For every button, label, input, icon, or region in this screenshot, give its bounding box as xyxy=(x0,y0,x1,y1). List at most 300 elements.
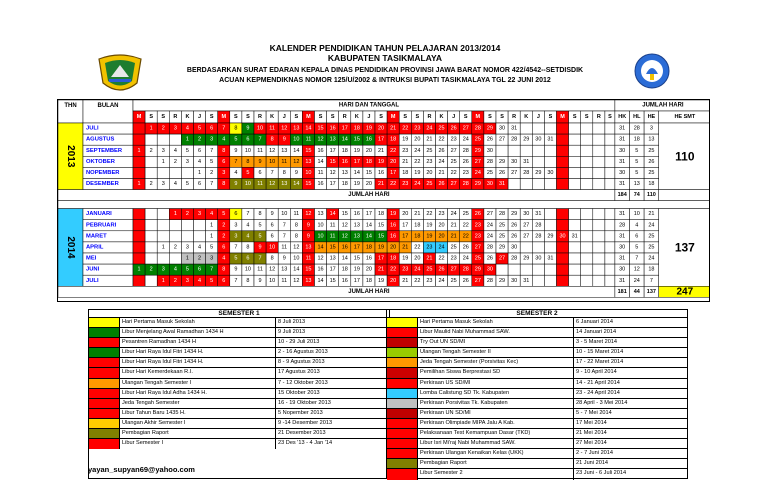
day-number: 16 xyxy=(390,222,397,229)
legend-row xyxy=(387,459,687,469)
day-cell xyxy=(133,123,145,134)
count-value: 5 xyxy=(635,244,639,251)
legend-swatch xyxy=(387,469,418,479)
day-cell xyxy=(145,231,157,242)
day-number: 8 xyxy=(234,125,238,132)
day-number: 9 xyxy=(258,158,262,165)
legend-title: SEMESTER 1 xyxy=(89,310,389,318)
total-value: 110 xyxy=(646,192,656,199)
count-value: 30 xyxy=(619,169,626,176)
month-name: APRIL xyxy=(86,244,104,251)
day-number: 29 xyxy=(498,158,506,165)
day-number: 17 xyxy=(353,277,360,284)
day-cell xyxy=(194,231,206,242)
day-number: 10 xyxy=(269,158,276,165)
hari-tanggal-label: HARI DAN TANGGAL xyxy=(338,102,400,109)
legend-date: 5 Nopember 2013 xyxy=(278,409,323,416)
day-number: 18 xyxy=(414,233,421,240)
day-number: 16 xyxy=(365,136,373,143)
day-number: 13 xyxy=(281,181,288,188)
day-number: 17 xyxy=(402,233,409,240)
day-number: 17 xyxy=(329,181,336,188)
day-number: 4 xyxy=(222,255,226,262)
legend-swatch xyxy=(89,399,120,408)
day-cell xyxy=(169,134,181,145)
day-cell xyxy=(133,242,145,253)
day-letter: S xyxy=(572,114,577,120)
day-number: 16 xyxy=(341,244,348,251)
day-number: 2 xyxy=(173,158,177,165)
day-letter: R xyxy=(173,114,178,120)
day-number: 5 xyxy=(258,233,262,240)
legend-description: Libur Menjelang Awal Ramadhan 1434 H xyxy=(120,328,276,337)
day-cell xyxy=(181,220,193,231)
day-cell xyxy=(569,242,581,253)
day-cell xyxy=(581,275,593,286)
day-number: 15 xyxy=(329,158,336,165)
s-col-cell xyxy=(605,264,615,275)
legend-date: 17 Mei 2014 xyxy=(576,419,607,426)
legend-date: 17 - 22 Maret 2014 xyxy=(576,359,624,366)
day-number: 30 xyxy=(511,277,518,284)
day-cell xyxy=(157,220,169,231)
day-number: 17 xyxy=(329,266,336,273)
day-number: 16 xyxy=(377,169,385,176)
legend-description: Libur Hari Raya Idul Fitri 1434 H. xyxy=(120,348,276,357)
legend-description: Ulangan Tengah Semester I xyxy=(120,379,276,388)
day-cell xyxy=(544,145,556,156)
day-number: 17 xyxy=(353,158,360,165)
legend-semester-2 xyxy=(386,309,688,479)
day-number: 28 xyxy=(474,125,481,132)
day-number: 1 xyxy=(149,125,153,132)
day-number: 15 xyxy=(317,125,324,132)
day-number: 12 xyxy=(269,147,276,154)
day-cell xyxy=(157,231,169,242)
s-col-cell xyxy=(605,145,615,156)
count-value: 5 xyxy=(635,158,639,165)
day-number: 12 xyxy=(317,136,324,143)
day-cell xyxy=(593,253,605,264)
day-number: 5 xyxy=(210,158,214,165)
day-number: 2 xyxy=(149,147,153,154)
legend-swatch xyxy=(387,429,418,438)
day-number: 9 xyxy=(234,181,238,188)
legend-description: Perkiraan US SD/MI xyxy=(418,379,574,388)
day-number: 26 xyxy=(438,147,445,154)
day-number: 9 xyxy=(270,211,274,218)
day-number: 22 xyxy=(462,233,469,240)
day-number: 31 xyxy=(523,158,530,165)
day-number: 27 xyxy=(486,211,494,218)
total-value: 181 xyxy=(617,288,627,295)
day-number: 27 xyxy=(474,244,481,251)
day-number: 7 xyxy=(222,125,226,132)
day-number: 22 xyxy=(426,211,433,218)
day-number: 22 xyxy=(414,158,421,165)
legend-row xyxy=(387,449,687,459)
day-cell xyxy=(569,220,581,231)
day-cell xyxy=(557,156,569,167)
day-cell xyxy=(569,275,581,286)
day-number: 6 xyxy=(222,244,226,251)
day-cell xyxy=(569,209,581,220)
day-number: 15 xyxy=(329,277,336,284)
day-letter: J xyxy=(536,114,540,120)
day-cell xyxy=(145,275,157,286)
legend-swatch xyxy=(387,358,418,367)
legend-date: 23 Juni - 6 Juli 2014 xyxy=(576,470,627,477)
grand-total-value: 247 xyxy=(676,286,694,298)
legend-date: 23 - 24 April 2014 xyxy=(576,389,620,396)
legend-description: Jeda Tengah Semester xyxy=(120,399,276,408)
legend-swatch xyxy=(89,358,120,367)
day-cell xyxy=(532,242,544,253)
day-number: 25 xyxy=(426,181,433,188)
legend-date: 21 Mei 2014 xyxy=(576,430,607,437)
day-number: 16 xyxy=(341,277,348,284)
count-value: 13 xyxy=(633,181,640,188)
day-number: 21 xyxy=(377,181,385,188)
day-number: 10 xyxy=(317,233,324,240)
count-value: 18 xyxy=(648,181,655,188)
day-number: 29 xyxy=(498,244,506,251)
s-col-cell xyxy=(605,231,615,242)
calendar-grid xyxy=(57,99,710,302)
day-cell xyxy=(557,179,569,190)
count-value: 30 xyxy=(619,147,626,154)
day-number: 5 xyxy=(198,125,202,132)
legend-date: 3 - 5 Maret 2014 xyxy=(576,339,618,346)
day-number: 23 xyxy=(450,255,457,262)
legend-description: Hari Pertama Masuk Sekolah xyxy=(418,318,574,327)
day-number: 16 xyxy=(353,211,360,218)
count-value: 26 xyxy=(648,158,655,165)
day-number: 19 xyxy=(414,169,421,176)
day-cell xyxy=(520,123,532,134)
day-number: 22 xyxy=(450,169,457,176)
day-number: 31 xyxy=(511,125,518,132)
day-number: 30 xyxy=(535,136,542,143)
day-number: 10 xyxy=(269,244,276,251)
day-number: 10 xyxy=(244,147,252,154)
day-number: 6 xyxy=(234,211,238,218)
day-number: 22 xyxy=(438,255,445,262)
day-number: 21 xyxy=(438,169,445,176)
day-number: 18 xyxy=(341,266,348,273)
day-number: 15 xyxy=(305,147,312,154)
day-letter: S xyxy=(379,114,383,120)
day-number: 28 xyxy=(511,136,518,143)
day-number: 3 xyxy=(234,222,238,229)
day-cell xyxy=(581,156,593,167)
day-number: 8 xyxy=(282,169,286,176)
day-number: 24 xyxy=(486,233,494,240)
tasikmalaya-emblem-icon xyxy=(97,53,143,93)
legend-date: 21 Desember 2013 xyxy=(278,430,326,437)
day-letter: S xyxy=(463,114,468,120)
day-number: 13 xyxy=(305,244,312,251)
legend-description: Hari Pertama Masuk Sekolah xyxy=(120,318,276,327)
he-smt-value: 110 xyxy=(675,149,695,164)
day-letter: M xyxy=(560,114,565,120)
day-letter: K xyxy=(270,114,275,120)
count-value: 18 xyxy=(648,266,655,273)
day-letter: S xyxy=(234,114,238,120)
legend-row xyxy=(387,439,687,449)
month-name: NOPEMBER xyxy=(86,169,120,176)
count-value: 31 xyxy=(619,125,626,132)
day-number: 22 xyxy=(438,136,445,143)
day-number: 31 xyxy=(523,277,530,284)
day-cell xyxy=(544,220,556,231)
day-letter: K xyxy=(354,114,359,120)
day-number: 7 xyxy=(282,222,286,229)
day-number: 28 xyxy=(462,266,469,273)
day-letter: K xyxy=(439,114,444,120)
day-number: 27 xyxy=(511,169,518,176)
jumlah-row-label: JUMLAH HARI xyxy=(348,192,390,199)
day-cell xyxy=(169,220,181,231)
day-number: 24 xyxy=(414,147,421,154)
day-cell xyxy=(520,145,532,156)
day-number: 30 xyxy=(535,255,542,262)
day-number: 25 xyxy=(450,158,457,165)
day-number: 26 xyxy=(462,277,469,284)
day-number: 30 xyxy=(547,169,554,176)
day-cell xyxy=(157,209,169,220)
day-number: 4 xyxy=(222,136,226,143)
day-cell xyxy=(581,145,593,156)
day-letter: S xyxy=(548,114,553,120)
legend-description: Lomba Calistung SD Tk. Kabupaten xyxy=(418,389,574,398)
day-number: 26 xyxy=(511,222,518,229)
day-cell xyxy=(520,179,532,190)
day-number: 14 xyxy=(365,233,373,240)
day-cell xyxy=(557,145,569,156)
count-value: 6 xyxy=(635,233,639,240)
day-number: 14 xyxy=(365,222,373,229)
day-number: 3 xyxy=(210,136,214,143)
legend-date: 9 - 10 April 2014 xyxy=(576,369,617,376)
day-cell xyxy=(544,209,556,220)
count-value: 31 xyxy=(619,181,626,188)
day-number: 20 xyxy=(377,125,385,132)
day-cell xyxy=(496,264,508,275)
day-number: 9 xyxy=(294,169,298,176)
day-number: 4 xyxy=(210,211,214,218)
legend-row xyxy=(89,328,389,338)
day-cell xyxy=(145,209,157,220)
day-number: 14 xyxy=(293,266,300,273)
day-cell xyxy=(569,156,581,167)
day-number: 19 xyxy=(377,277,385,284)
day-cell xyxy=(593,145,605,156)
day-cell xyxy=(581,264,593,275)
day-number: 16 xyxy=(317,147,324,154)
day-number: 5 xyxy=(185,266,189,273)
day-number: 19 xyxy=(426,222,433,229)
count-value: 25 xyxy=(648,147,655,154)
day-cell xyxy=(581,209,593,220)
day-cell xyxy=(508,179,520,190)
day-number: 20 xyxy=(390,277,397,284)
day-letter: R xyxy=(258,114,263,120)
day-number: 23 xyxy=(414,125,421,132)
day-number: 11 xyxy=(281,244,288,251)
day-number: 7 xyxy=(270,169,274,176)
count-value: 18 xyxy=(633,136,640,143)
day-letter: S xyxy=(149,114,153,120)
day-number: 28 xyxy=(462,181,469,188)
total-value: 137 xyxy=(646,288,656,295)
day-number: 9 xyxy=(234,266,238,273)
day-number: 3 xyxy=(222,169,226,176)
day-number: 28 xyxy=(486,277,494,284)
day-cell xyxy=(557,242,569,253)
legend-row xyxy=(89,419,389,429)
day-number: 7 xyxy=(258,136,262,143)
day-number: 10 xyxy=(305,169,312,176)
day-number: 5 xyxy=(234,136,238,143)
day-number: 22 xyxy=(414,244,421,251)
day-number: 18 xyxy=(341,181,348,188)
legend-description: Jeda Tengah Semester (Porsivitas Kec) xyxy=(418,358,574,367)
day-number: 10 xyxy=(244,181,252,188)
count-value: 3 xyxy=(649,125,653,132)
day-number: 7 xyxy=(258,255,262,262)
day-number: 4 xyxy=(173,181,177,188)
day-number: 29 xyxy=(498,277,506,284)
day-number: 21 xyxy=(377,266,385,273)
day-number: 9 xyxy=(246,125,250,132)
day-number: 7 xyxy=(210,181,214,188)
day-number: 17 xyxy=(329,147,336,154)
day-number: 19 xyxy=(390,211,397,218)
day-number: 14 xyxy=(317,277,324,284)
day-letter: K xyxy=(524,114,529,120)
day-number: 24 xyxy=(426,125,433,132)
day-number: 29 xyxy=(535,169,542,176)
s-col-cell xyxy=(605,242,615,253)
day-number: 23 xyxy=(426,244,433,251)
day-letter: S xyxy=(318,114,323,120)
day-number: 30 xyxy=(486,181,494,188)
day-letter: M xyxy=(475,114,481,120)
day-number: 11 xyxy=(305,255,312,262)
legend-semester-1 xyxy=(88,309,390,479)
day-cell xyxy=(133,134,145,145)
day-number: 2 xyxy=(198,255,202,262)
day-cell xyxy=(157,134,169,145)
gap-row xyxy=(58,201,710,209)
legend-date: 23 Des '13 - 4 Jan '14 xyxy=(278,440,333,447)
day-number: 7 xyxy=(234,277,238,284)
day-number: 4 xyxy=(173,266,177,273)
day-number: 29 xyxy=(474,266,481,273)
total-smt-cell xyxy=(659,190,710,201)
day-number: 8 xyxy=(246,244,250,251)
day-number: 5 xyxy=(185,181,189,188)
legend-row xyxy=(387,318,687,328)
s-col-cell xyxy=(605,179,615,190)
count-value: 31 xyxy=(619,255,626,262)
day-cell xyxy=(569,179,581,190)
legend-row xyxy=(387,469,687,479)
day-number: 26 xyxy=(438,266,445,273)
day-number: 4 xyxy=(185,125,189,132)
jumlah-row xyxy=(58,190,615,201)
day-cell xyxy=(593,264,605,275)
day-number: 10 xyxy=(293,136,300,143)
count-value: 31 xyxy=(619,277,626,284)
day-letter: S xyxy=(330,114,335,120)
day-cell xyxy=(544,179,556,190)
legend-date: 8 - 9 Agustus 2013 xyxy=(278,359,325,366)
day-number: 18 xyxy=(414,222,421,229)
year-label: 2013 xyxy=(65,145,76,168)
legend-date: 28 April - 3 Mei 2014 xyxy=(576,399,628,406)
count-value: 25 xyxy=(648,233,655,240)
day-number: 8 xyxy=(258,211,262,218)
day-number: 20 xyxy=(390,158,397,165)
day-number: 14 xyxy=(353,169,360,176)
day-number: 23 xyxy=(474,233,481,240)
day-number: 19 xyxy=(377,158,385,165)
count-value: 30 xyxy=(619,266,626,273)
day-number: 20 xyxy=(390,244,397,251)
day-number: 30 xyxy=(498,125,506,132)
day-number: 13 xyxy=(329,136,336,143)
day-number: 6 xyxy=(222,277,226,284)
day-number: 8 xyxy=(222,181,226,188)
day-number: 21 xyxy=(402,277,409,284)
day-number: 22 xyxy=(414,277,421,284)
day-letter: S xyxy=(209,114,214,120)
day-cell xyxy=(593,275,605,286)
day-cell xyxy=(569,134,581,145)
day-cell xyxy=(532,156,544,167)
day-number: 1 xyxy=(210,233,214,240)
day-number: 1 xyxy=(210,222,214,229)
legend-row xyxy=(387,328,687,338)
legend-swatch xyxy=(387,389,418,398)
day-number: 14 xyxy=(317,244,324,251)
legend-swatch xyxy=(387,318,418,327)
day-number: 2 xyxy=(173,277,177,284)
day-number: 19 xyxy=(377,244,385,251)
he-smt-header-label: HE SMT xyxy=(674,114,696,120)
s-col-cell xyxy=(605,220,615,231)
day-number: 6 xyxy=(222,158,226,165)
day-number: 24 xyxy=(462,255,469,262)
day-number: 8 xyxy=(294,233,298,240)
legend-date: 5 - 7 Mei 2014 xyxy=(576,409,612,416)
day-number: 2 xyxy=(161,125,165,132)
count-header-label: HE xyxy=(647,114,656,120)
day-cell xyxy=(569,123,581,134)
day-number: 27 xyxy=(450,266,457,273)
legend-description: Libur Maulid Nabi Muhammad SAW. xyxy=(418,328,574,337)
day-cell xyxy=(181,167,193,178)
day-number: 30 xyxy=(511,244,518,251)
day-number: 1 xyxy=(185,136,189,143)
day-letter: M xyxy=(306,114,311,120)
day-number: 2 xyxy=(222,222,226,229)
count-value: 28 xyxy=(633,125,640,132)
day-cell xyxy=(544,242,556,253)
day-number: 18 xyxy=(402,169,409,176)
